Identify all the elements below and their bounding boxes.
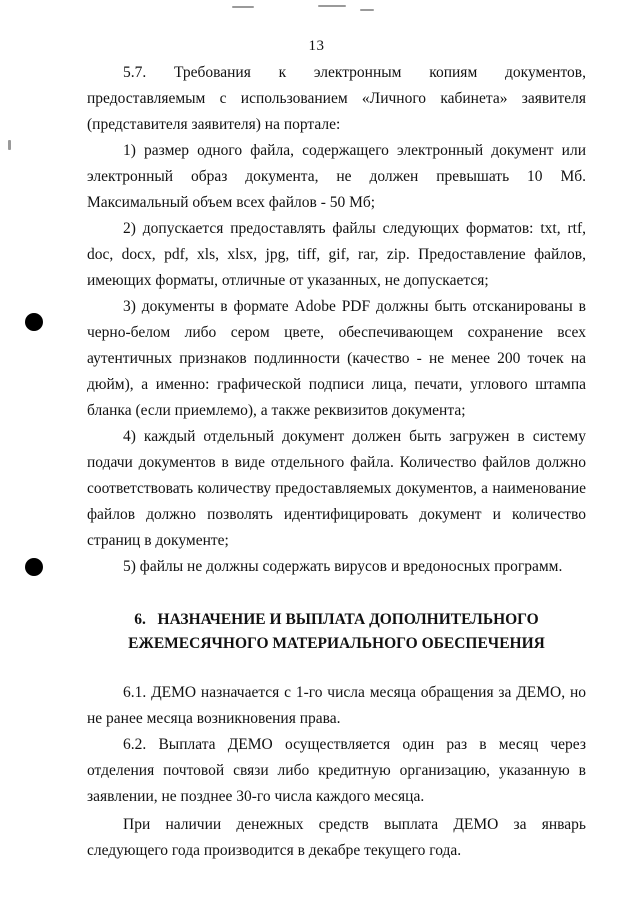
paragraph-5-7: 5.7. Требования к электронным копиям документов, предоставляемым с использованием «Личного кабинета» заявителя (представителя заявителя) на портале: bbox=[87, 64, 586, 133]
paragraph-6-2-extra: При наличии денежных средств выплата ДЕМО за январь следующего года производится в декабре текущего года. bbox=[87, 816, 586, 859]
paragraph-5-7-item-5: 5) файлы не должны содержать вирусов и вредоносных программ. bbox=[123, 558, 563, 575]
punch-hole bbox=[25, 313, 43, 331]
document-body bbox=[87, 60, 586, 864]
punch-hole bbox=[25, 558, 43, 576]
paragraph-5-7-item-4: 4) каждый отдельный документ должен быть загружен в систему подачи документов в виде отдельного файла. Количество файлов должно соответствовать количеству предоставляемых документов, а наименование файлов должно позволять идентифицировать документ и количество страниц в документе; bbox=[87, 428, 586, 549]
section-6-heading bbox=[87, 608, 586, 656]
paragraph-5-7-item-3: 3) документы в формате Adobe PDF должны быть отсканированы в черно-белом либо сером цвете, обеспечивающем сохранение всех аутентичных признаков подлинности (качество - не менее 200 точек на дюйм), а именно: графической подписи лица, печати, углового штампа бланка (если приемлемо), а также реквизитов документа; bbox=[87, 298, 586, 419]
scan-speck bbox=[8, 140, 11, 150]
section-6-heading-line-1: 6. НАЗНАЧЕНИЕ И ВЫПЛАТА ДОПОЛНИТЕЛЬНОГО bbox=[134, 611, 539, 628]
section-6-heading-line-2: ЕЖЕМЕСЯЧНОГО МАТЕРИАЛЬНОГО ОБЕСПЕЧЕНИЯ bbox=[128, 635, 545, 652]
scan-speck bbox=[232, 6, 254, 8]
scan-speck bbox=[318, 5, 346, 7]
paragraph-6-2: 6.2. Выплата ДЕМО осуществляется один раз в месяц через отделения почтовой связи либо кредитную организацию, указанную в заявлении, не позднее 30-го числа каждого месяца. bbox=[87, 736, 586, 805]
page-number: 13 bbox=[308, 38, 325, 54]
paragraph-5-7-item-1: 1) размер одного файла, содержащего электронный документ или электронный образ документа, не должен превышать 10 Мб. Максимальный объем всех файлов - 50 Мб; bbox=[87, 142, 586, 211]
paragraph-6-1: 6.1. ДЕМО назначается с 1-го числа месяца обращения за ДЕМО, но не ранее месяца возникновения права. bbox=[87, 684, 586, 727]
paragraph-5-7-item-2: 2) допускается предоставлять файлы следующих форматов: txt, rtf, doc, docx, pdf, xls, xlsx, jpg, tiff, gif, rar, zip. Предоставление файлов, имеющих форматы, отличные от указанных, не допускается; bbox=[87, 220, 586, 289]
scan-speck bbox=[360, 9, 374, 11]
